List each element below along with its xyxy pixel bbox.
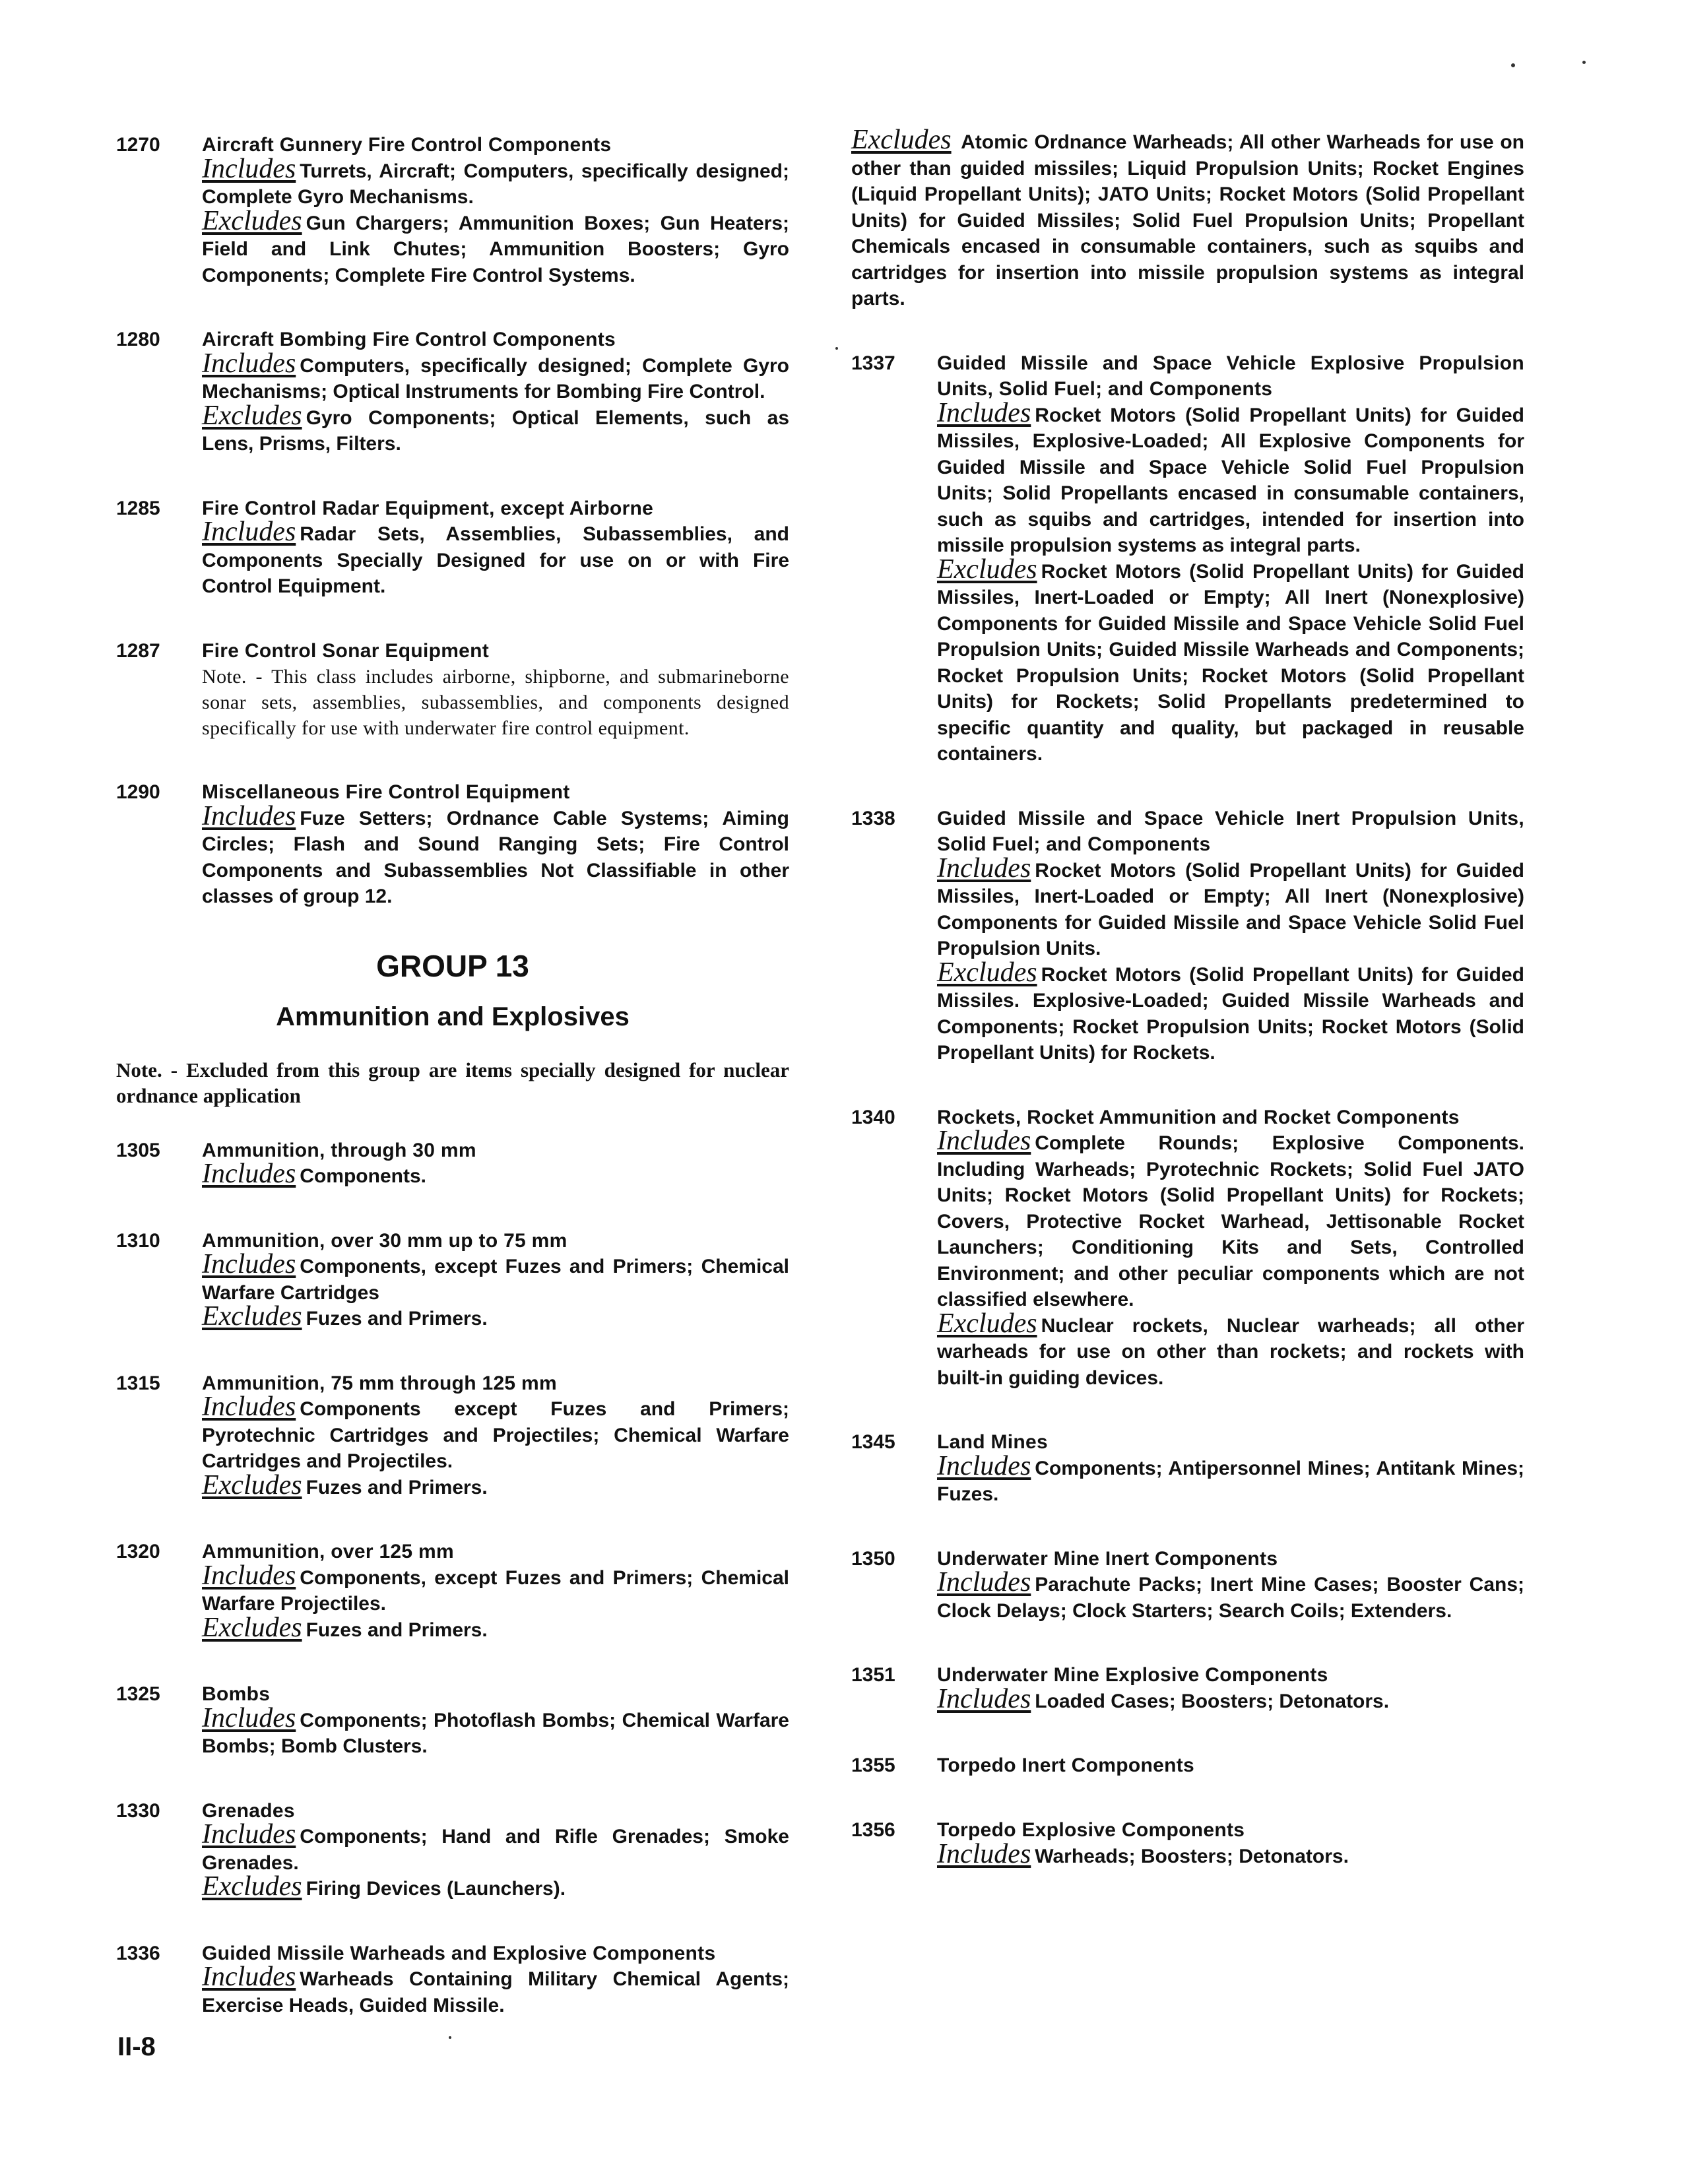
excludes-label: Excludes	[937, 957, 1037, 988]
class-code: 1336	[116, 1942, 160, 1964]
excludes-block	[937, 957, 1524, 1066]
class-entry-1356	[851, 1817, 1524, 1869]
includes-block	[937, 1126, 1524, 1313]
class-entry-1355	[851, 1752, 1524, 1779]
excludes-label: Excludes	[202, 400, 302, 431]
includes-label: Includes	[202, 1819, 296, 1849]
class-body	[202, 1138, 789, 1190]
class-entry-1336	[116, 1941, 789, 2019]
includes-label: Includes	[202, 1560, 296, 1591]
class-body	[202, 779, 789, 910]
includes-block	[202, 1560, 789, 1617]
class-entry-1290	[116, 779, 789, 910]
includes-text: Components, except Fuzes and Primers; Chemical Warfare Projectiles.	[202, 1566, 789, 1615]
group-13-header	[116, 948, 789, 1108]
class-code: 1305	[116, 1139, 160, 1161]
includes-block	[937, 397, 1524, 559]
class-code: 1310	[116, 1229, 160, 1252]
class-title: Miscellaneous Fire Control Equipment	[202, 781, 570, 803]
right-column	[851, 125, 1524, 1908]
class-entry-1345	[851, 1429, 1524, 1508]
class-title: Aircraft Gunnery Fire Control Components	[202, 134, 612, 156]
excludes-block	[937, 554, 1524, 767]
excludes-label: Excludes	[937, 554, 1037, 585]
class-body	[202, 1539, 789, 1643]
class-code: 1338	[851, 807, 895, 829]
includes-label: Includes	[202, 1702, 296, 1733]
class-entry-1330	[116, 1798, 789, 1902]
includes-text: Warheads Containing Military Chemical Agents; Exercise Heads, Guided Missile.	[202, 1968, 789, 2016]
class-code: 1356	[851, 1819, 895, 1841]
includes-text: Turrets, Aircraft; Computers, specifically designed; Complete Gyro Mechanisms.	[202, 160, 789, 208]
class-body	[202, 496, 789, 600]
excludes-text: Gun Chargers; Ammunition Boxes; Gun Heaters; Field and Link Chutes; Ammunition Boosters; Gyro Components; Complete Fire Control Systems.	[202, 212, 789, 286]
excludes-block	[202, 1871, 789, 1902]
class-title: Torpedo Inert Components	[937, 1754, 1194, 1776]
class-title: Underwater Mine Inert Components	[937, 1547, 1278, 1570]
class-body	[937, 1546, 1524, 1624]
class-body	[937, 1817, 1524, 1869]
group-heading: GROUP 13	[376, 948, 529, 983]
class-body	[937, 806, 1524, 1066]
excludes-block	[202, 1469, 789, 1501]
class-code: 1315	[116, 1372, 160, 1394]
includes-block	[202, 1159, 789, 1190]
class-title: Land Mines	[937, 1431, 1049, 1453]
includes-label: Includes	[937, 1450, 1031, 1481]
includes-block	[202, 1392, 789, 1475]
class-entry-1285	[116, 496, 789, 600]
includes-text: Rocket Motors (Solid Propellant Units) for Guided Missiles, Explosive-Loaded; All Explosive Components for Guided Missile and Space Vehicle Solid Fuel Propulsion Units; Solid Propellants encased in consumable containers, such as squibs and cartridges, intended for insertion into missile propulsion systems as integral parts.	[937, 404, 1524, 556]
class-entry-1338	[851, 806, 1524, 1066]
scan-speck	[1511, 63, 1515, 67]
entries-group-13	[116, 1138, 789, 2019]
includes-label: Includes	[202, 153, 296, 184]
includes-text: Computers, specifically designed; Complete Gyro Mechanisms; Optical Instruments for Bombing Fire Control.	[202, 354, 789, 402]
class-body	[937, 350, 1524, 767]
class-body	[937, 1429, 1524, 1508]
class-title: Ammunition, through 30 mm	[202, 1139, 476, 1161]
scan-speck	[1582, 61, 1586, 64]
class-code: 1351	[851, 1664, 895, 1686]
continuation-block	[851, 125, 1524, 312]
includes-label: Includes	[937, 1683, 1031, 1714]
excludes-text: Nuclear rockets, Nuclear warheads; all other warheads for use on other than rockets; and rockets with built-in guiding devices.	[937, 1314, 1524, 1389]
class-code: 1325	[116, 1683, 160, 1705]
includes-text: Rocket Motors (Solid Propellant Units) for Guided Missiles, Inert-Loaded or Empty; All Inert (Nonexplosive) Components for Guided Missile and Space Vehicle Solid Fuel Propulsion Units.	[937, 859, 1524, 959]
excludes-label: Excludes	[202, 205, 302, 236]
class-body	[937, 1662, 1524, 1714]
excludes-text: Rocket Motors (Solid Propellant Units) for Guided Missiles. Explosive-Loaded; Guided Missile Warheads and Components; Rocket Propulsion Units; Rocket Motors (Solid Propellant Units) for Rockets.	[937, 963, 1524, 1064]
class-entry-1305	[116, 1138, 789, 1190]
page-number: II-8	[117, 2032, 156, 2061]
class-title: Aircraft Bombing Fire Control Components	[202, 329, 616, 350]
includes-block	[202, 800, 789, 910]
excludes-text: Firing Devices (Launchers).	[306, 1878, 566, 1900]
includes-text: Loaded Cases; Boosters; Detonators.	[1035, 1690, 1390, 1712]
excludes-text: Gyro Components; Optical Elements, such as Lens, Prisms, Filters.	[202, 406, 789, 455]
excludes-label: Excludes	[851, 125, 952, 155]
class-title: Grenades	[202, 1799, 295, 1822]
class-code: 1350	[851, 1547, 895, 1570]
class-note: Note. - This class includes airborne, shipborne, and submarineborne sonar sets, assemblies, subassemblies, and components designed specifically for use with underwater fire control equipment.	[202, 666, 789, 739]
class-body	[202, 1941, 789, 2019]
scan-speck	[835, 347, 838, 350]
class-entry-1310	[116, 1228, 789, 1332]
class-title: Torpedo Explosive Components	[937, 1819, 1245, 1841]
class-title: Ammunition, over 125 mm	[202, 1541, 454, 1562]
class-body	[202, 1798, 789, 1902]
group-note: Note. - Excluded from this group are items specially designed for nuclear ordnance application	[116, 1058, 789, 1107]
excludes-block	[202, 400, 789, 457]
includes-block	[202, 348, 789, 405]
includes-label: Includes	[937, 1838, 1031, 1869]
includes-block	[202, 517, 789, 600]
class-body	[202, 1228, 789, 1332]
class-code: 1270	[116, 134, 160, 156]
class-entry-1315	[116, 1370, 789, 1501]
excludes-text: Fuzes and Primers.	[306, 1619, 488, 1641]
class-entry-1337	[851, 350, 1524, 767]
includes-block	[937, 1450, 1524, 1508]
class-code: 1320	[116, 1541, 160, 1562]
includes-block	[202, 1819, 789, 1876]
class-entry-1351	[851, 1662, 1524, 1714]
excludes-block	[202, 1301, 789, 1332]
class-title: Rockets, Rocket Ammunition and Rocket Components	[937, 1106, 1460, 1128]
class-title: Guided Missile Warheads and Explosive Components	[202, 1942, 716, 1964]
includes-label: Includes	[202, 1962, 296, 1992]
class-title: Fire Control Sonar Equipment	[202, 639, 490, 662]
class-code: 1337	[851, 352, 895, 374]
includes-label: Includes	[937, 852, 1031, 883]
includes-text: Parachute Packs; Inert Mine Cases; Booster Cans; Clock Delays; Clock Starters; Search Coils; Extenders.	[937, 1574, 1524, 1622]
class-body	[202, 1370, 789, 1501]
includes-block	[202, 153, 789, 210]
left-column	[116, 132, 789, 2057]
includes-label: Includes	[937, 1126, 1031, 1156]
class-body	[202, 1681, 789, 1760]
class-code: 1285	[116, 497, 160, 519]
includes-label: Includes	[937, 397, 1031, 428]
class-code: 1340	[851, 1106, 895, 1128]
excludes-block	[202, 1612, 789, 1644]
includes-text: Components, except Fuzes and Primers; Chemical Warfare Cartridges	[202, 1256, 789, 1304]
class-entry-1280	[116, 327, 789, 457]
class-body	[937, 1105, 1524, 1392]
includes-label: Includes	[202, 1249, 296, 1279]
class-body	[937, 1752, 1524, 1779]
includes-label: Includes	[202, 517, 296, 547]
includes-block	[937, 852, 1524, 962]
class-entry-1287	[116, 638, 789, 742]
excludes-label: Excludes	[202, 1612, 302, 1643]
includes-text: Fuze Setters; Ordnance Cable Systems; Aiming Circles; Flash and Sound Ranging Sets; Fire Control Components and Subassemblies Not Classifiable in other classes of group 12.	[202, 807, 789, 907]
includes-block	[202, 1249, 789, 1306]
class-title: Underwater Mine Explosive Components	[937, 1664, 1328, 1686]
class-title: Ammunition, 75 mm through 125 mm	[202, 1372, 557, 1394]
scan-speck	[449, 2036, 451, 2039]
excludes-label: Excludes	[202, 1301, 302, 1332]
class-code: 1355	[851, 1754, 895, 1776]
includes-label: Includes	[937, 1567, 1031, 1597]
includes-block	[202, 1702, 789, 1760]
class-code: 1287	[116, 639, 160, 662]
includes-text: Components; Antipersonnel Mines; Antitank Mines; Fuzes.	[937, 1457, 1524, 1505]
excludes-label: Excludes	[202, 1469, 302, 1500]
class-entry-1340	[851, 1105, 1524, 1392]
excludes-block	[937, 1308, 1524, 1392]
class-body	[202, 638, 789, 742]
class-entry-1350	[851, 1546, 1524, 1624]
class-code: 1280	[116, 329, 160, 350]
excludes-text: Fuzes and Primers.	[306, 1308, 488, 1330]
excludes-text: Fuzes and Primers.	[306, 1476, 488, 1498]
class-code: 1290	[116, 781, 160, 803]
includes-block	[937, 1567, 1524, 1624]
includes-text: Components; Photoflash Bombs; Chemical Warfare Bombs; Bomb Clusters.	[202, 1709, 789, 1757]
entries-group-12	[116, 132, 789, 910]
class-title: Fire Control Radar Equipment, except Airborne	[202, 497, 654, 519]
includes-block	[937, 1838, 1524, 1870]
group-subheading: Ammunition and Explosives	[276, 1002, 630, 1031]
includes-label: Includes	[202, 1159, 296, 1189]
class-body	[202, 132, 789, 288]
excludes-label: Excludes	[937, 1308, 1037, 1339]
class-title: Guided Missile and Space Vehicle Explosive Propulsion Units, Solid Fuel; and Components	[937, 352, 1524, 400]
excludes-block	[202, 205, 789, 289]
class-title: Guided Missile and Space Vehicle Inert Propulsion Units, Solid Fuel; and Components	[937, 807, 1524, 855]
includes-block	[937, 1683, 1524, 1715]
includes-text: Warheads; Boosters; Detonators.	[1035, 1845, 1349, 1867]
includes-label: Includes	[202, 800, 296, 831]
includes-text: Components except Fuzes and Primers; Pyrotechnic Cartridges and Projectiles; Chemical Warfare Cartridges and Projectiles.	[202, 1398, 789, 1472]
excludes-label: Excludes	[202, 1871, 302, 1902]
class-entry-1325	[116, 1681, 789, 1760]
class-entry-1270	[116, 132, 789, 288]
class-code: 1330	[116, 1799, 160, 1822]
includes-block	[202, 1962, 789, 2018]
class-body	[202, 327, 789, 457]
includes-label: Includes	[202, 348, 296, 379]
includes-label: Includes	[202, 1392, 296, 1422]
excludes-text: Rocket Motors (Solid Propellant Units) for Guided Missiles, Inert-Loaded or Empty; All Inert (Nonexplosive) Components for Guided Missile and Space Vehicle Solid Fuel Propulsion Units; Guided Missile Warheads and Components; Rocket Propulsion Units; Rocket Motors (Solid Propellant Units) for Rockets; Solid Propellants predetermined to specific quantity and quality, but packaged in reusable containers.	[937, 560, 1524, 765]
includes-text: Components.	[300, 1165, 426, 1187]
continuation-excludes-text: Atomic Ordnance Warheads; All other Warheads for use on other than guided missiles; Liquid Propulsion Units; Rocket Engines (Liquid Propellant Units); JATO Units; Rocket Motors (Solid Propellant Units) for Guided Missiles; Solid Fuel Propulsion Units; Propellant Chemicals encased in consumable containers, such as squibs and cartridges for insertion into missile propulsion systems as integral parts.	[851, 131, 1524, 309]
class-entry-1320	[116, 1539, 789, 1643]
includes-text: Radar Sets, Assemblies, Subassemblies, and Components Specially Designed for use on or with Fire Control Equipment.	[202, 523, 789, 597]
includes-text: Complete Rounds; Explosive Components. Including Warheads; Pyrotechnic Rockets; Solid Fuel JATO Units; Rocket Motors (Solid Propellant Units) for Rockets; Covers, Protective Rocket Warhead, Jettisonable Rocket Launchers; Conditioning Kits and Sets, Controlled Environment; and other peculiar components which are not classified elsewhere.	[937, 1132, 1524, 1310]
class-title: Ammunition, over 30 mm up to 75 mm	[202, 1229, 567, 1252]
class-code: 1345	[851, 1431, 895, 1453]
class-title: Bombs	[202, 1683, 271, 1705]
includes-text: Components; Hand and Rifle Grenades; Smoke Grenades.	[202, 1826, 789, 1874]
entries-right	[851, 350, 1524, 1870]
